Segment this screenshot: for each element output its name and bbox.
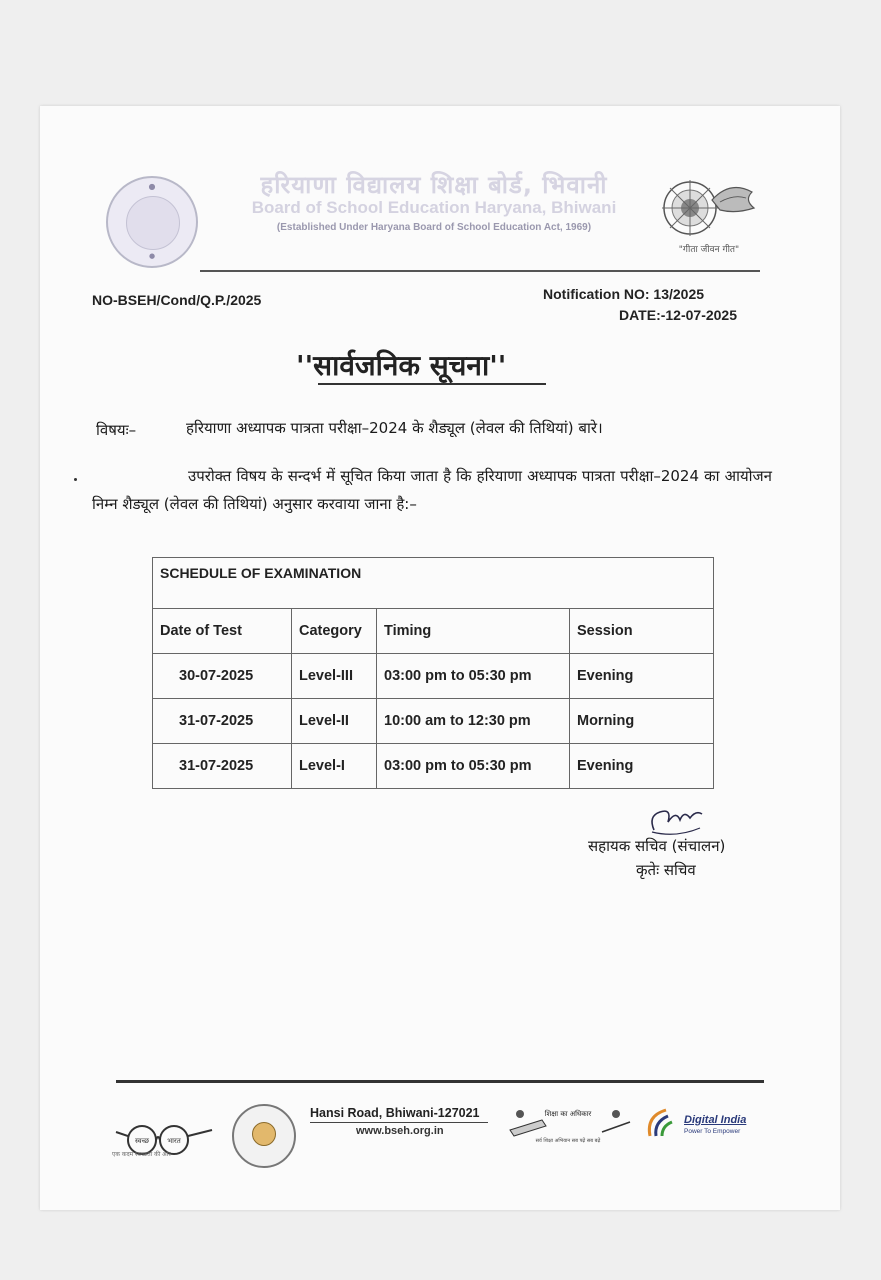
swachh-right-text: भारत <box>167 1137 181 1145</box>
emblem-tagline: "गीता जीवन गीत" <box>678 245 740 255</box>
seal-emblem <box>126 196 180 250</box>
cell-session: Evening <box>570 744 714 789</box>
seal-ring-bottom: ● <box>148 252 156 260</box>
beti-bachao-logo <box>232 1104 296 1168</box>
digital-india-text: Digital India <box>684 1114 747 1126</box>
header-session: Session <box>570 609 714 654</box>
signatory-on-behalf: कृतेः सचिव <box>636 861 696 879</box>
cell-session: Evening <box>570 654 714 699</box>
girl-face-icon <box>252 1122 276 1146</box>
title-underline <box>318 383 546 385</box>
establishment-note: (Established Under Haryana Board of School Education Act, 1969) <box>276 222 592 233</box>
memo-number: NO-BSEH/Cond/Q.P./2025 <box>92 292 262 308</box>
board-name-english: Board of School Education Haryana, Bhiwani <box>251 198 617 217</box>
notice-date: DATE:-12-07-2025 <box>619 307 738 323</box>
header-divider <box>200 270 760 272</box>
website-url: www.bseh.org.in <box>356 1125 444 1137</box>
handwritten-signature <box>646 802 706 838</box>
board-seal-logo <box>106 176 198 268</box>
cell-date: 30-07-2025 <box>153 654 292 699</box>
schedule-caption: SCHEDULE OF EXAMINATION <box>153 558 714 609</box>
notification-number: Notification NO: 13/2025 <box>543 286 705 302</box>
notice-page <box>40 106 840 1210</box>
board-name-hindi: हरियाणा विद्यालय शिक्षा बोर्ड, भिवानी <box>260 171 608 199</box>
office-address: Hansi Road, Bhiwani-127021 <box>310 1106 480 1120</box>
cell-session: Morning <box>570 699 714 744</box>
schedule-table <box>152 557 714 789</box>
cell-timing: 03:00 pm to 05:30 pm <box>377 654 570 699</box>
gita-emblem-logo <box>660 170 760 250</box>
cell-date: 31-07-2025 <box>153 699 292 744</box>
rte-text: शिक्षा का अधिकार <box>544 1110 592 1118</box>
notice-title: ''सार्वजनिक सूचना'' <box>296 349 507 382</box>
footer-divider <box>116 1080 764 1083</box>
right-to-education-logo <box>506 1102 636 1148</box>
subject-label: विषयः– <box>96 421 137 439</box>
body-paragraph: उपरोक्त विषय के सन्दर्भ में सूचित किया जाता है कि हरियाणा अध्यापक पात्रता परीक्षा–2024 का आयोजन निम्न शैड्यूल (लेवल की तिथियां) अनुसार करवाया जाना है:– <box>92 467 772 513</box>
digital-india-subtext: Power To Empower <box>684 1128 741 1135</box>
signatory-designation: सहायक सचिव (संचालन) <box>588 837 726 855</box>
address-underline <box>310 1122 488 1123</box>
swachh-left-text: स्वच्छ <box>134 1137 150 1145</box>
swachh-caption: एक कदम स्वच्छता की ओर <box>112 1151 171 1158</box>
header-category: Category <box>292 609 377 654</box>
table-row <box>153 654 714 699</box>
table-row <box>153 699 714 744</box>
rte-subtext: सर्व शिक्षा अभियान सब पढ़ें सब बढ़ें <box>535 1138 601 1144</box>
cell-category: Level-I <box>292 744 377 789</box>
subject-text: हरियाणा अध्यापक पात्रता परीक्षा–2024 के शैड्यूल (लेवल की तिथियां) बारे। <box>186 419 603 437</box>
cell-date: 31-07-2025 <box>153 744 292 789</box>
cell-timing: 03:00 pm to 05:30 pm <box>377 744 570 789</box>
seal-ring-text: ● <box>148 182 156 191</box>
header-date: Date of Test <box>153 609 292 654</box>
cell-timing: 10:00 am to 12:30 pm <box>377 699 570 744</box>
margin-dot <box>74 478 77 481</box>
table-row <box>153 744 714 789</box>
cell-category: Level-III <box>292 654 377 699</box>
table-header-row <box>153 609 714 654</box>
cell-category: Level-II <box>292 699 377 744</box>
header-timing: Timing <box>377 609 570 654</box>
